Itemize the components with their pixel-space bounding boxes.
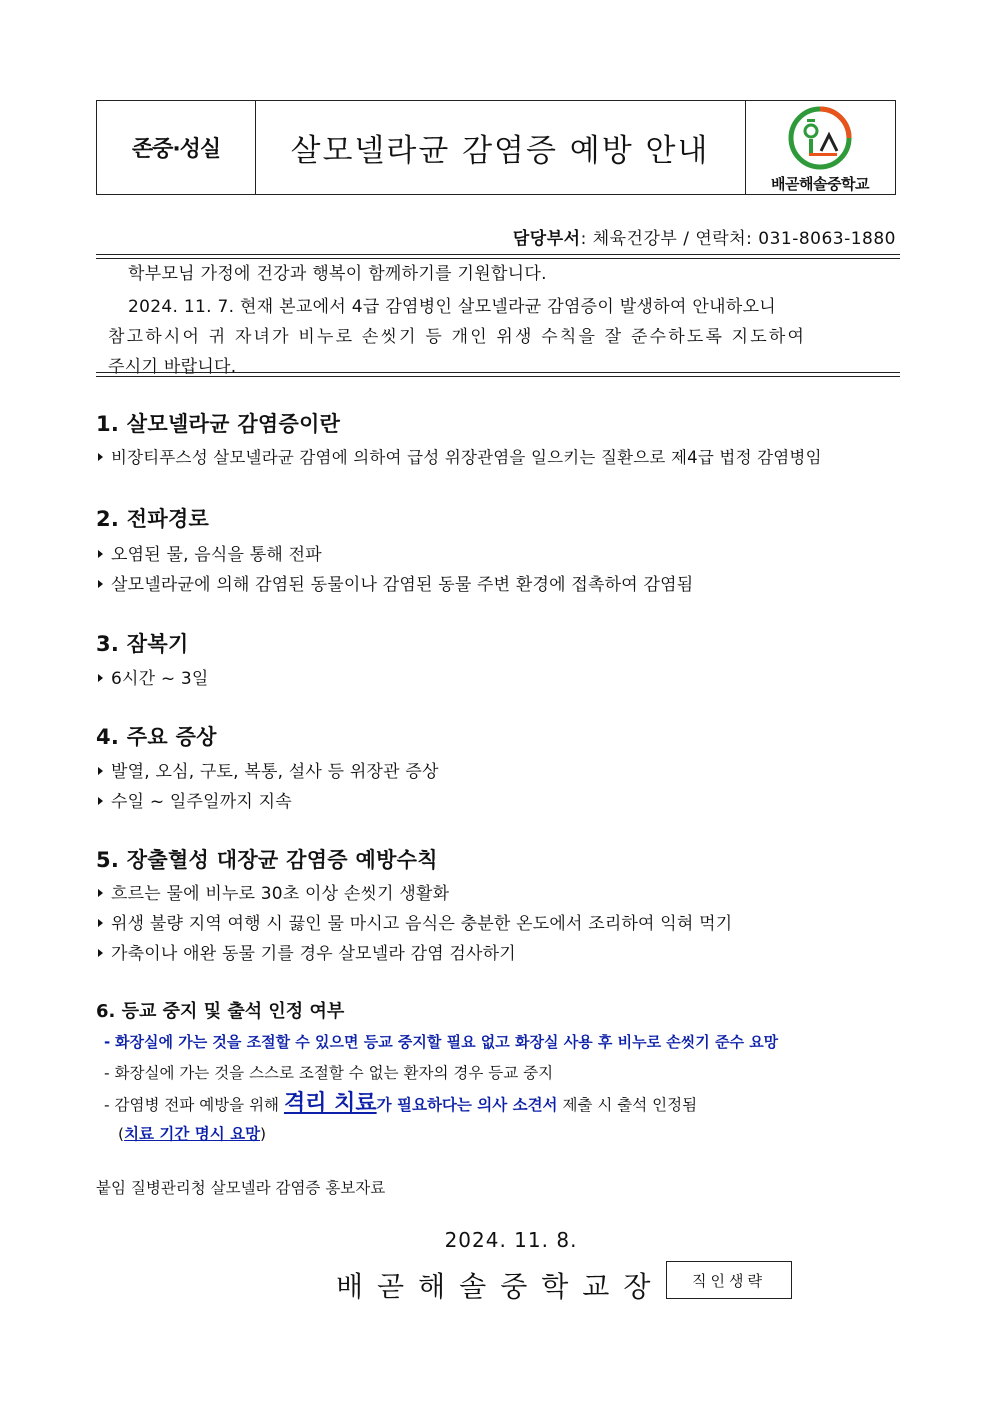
attachment-note: 붙임 질병관리청 살모넬라 감염증 홍보자료 — [96, 1179, 386, 1197]
list-item: 비장티푸스성 살모넬라균 감염에 의하여 급성 위장관염을 일으키는 질환으로 제4급 법정 감염병임 — [98, 444, 822, 468]
list-item: 수일 ~ 일주일까지 지속 — [98, 787, 292, 812]
bullet-icon — [98, 919, 103, 927]
section-heading: 6. 등교 중지 및 출석 인정 여부 — [96, 1001, 345, 1022]
section-heading: 3. 잠복기 — [96, 632, 189, 656]
list-item: 발열, 오심, 구토, 복통, 설사 등 위장관 증상 — [98, 757, 439, 782]
section-heading: 1. 살모넬라균 감염증이란 — [96, 412, 341, 436]
bullet-icon — [98, 453, 103, 461]
signer-name: 배곧해솔중학교장 — [336, 1270, 665, 1303]
school-logo-cell — [745, 101, 895, 194]
motto: 존중·성실 — [97, 101, 256, 194]
department-contact — [513, 224, 896, 249]
school-logo-icon — [787, 105, 853, 171]
document-title: 살모넬라균 감염증 예방 안내 — [255, 101, 746, 194]
bullet-icon — [98, 580, 103, 588]
list-item: 살모넬라균에 의해 감염된 동물이나 감염된 동물 주변 환경에 접촉하여 감염됨 — [98, 570, 693, 595]
school-logo-name: 배곧해솔중학교 — [771, 175, 869, 193]
intro-greeting: 학부모님 가정에 건강과 행복이 함께하기를 기원합니다. — [128, 264, 547, 284]
bullet-icon — [98, 889, 103, 897]
bullet-icon — [98, 674, 103, 682]
divider — [96, 376, 900, 377]
divider — [96, 372, 900, 373]
attendance-note: (치료 기간 명시 요망) — [118, 1125, 267, 1143]
list-item: 가축이나 애완 동물 기를 경우 살모넬라 감염 검사하기 — [98, 939, 516, 964]
list-item: 6시간 ~ 3일 — [98, 664, 209, 689]
section-heading: 5. 장출혈성 대장균 감염증 예방수칙 — [96, 848, 438, 872]
official-seal-omitted: 직인생략 — [666, 1261, 792, 1299]
list-item: 흐르는 물에 비누로 30초 이상 손씻기 생활화 — [98, 879, 449, 904]
isolation-treatment-emphasis: 격리 치료 — [283, 1091, 377, 1116]
bullet-icon — [98, 797, 103, 805]
department-info: : 체육건강부 / 연락처: 031-8063-1880 — [580, 229, 896, 249]
bullet-icon — [98, 550, 103, 558]
section-heading: 4. 주요 증상 — [96, 725, 217, 749]
bullet-icon — [98, 949, 103, 957]
list-item: 위생 불량 지역 여행 시 끓인 물 마시고 음식은 충분한 온도에서 조리하여 익혀 먹기 — [98, 909, 732, 934]
attendance-rule-emphasis: - 화장실에 가는 것을 조절할 수 있으면 등교 중지할 필요 없고 화장실 사용 후 비누로 손씻기 준수 요망 — [104, 1033, 779, 1051]
attendance-rule: - 감염병 전파 예방을 위해 격리 치료가 필요하다는 의사 소견서 제출 시 출석 인정됨 — [104, 1091, 698, 1116]
header-table — [96, 100, 896, 195]
list-item: 오염된 물, 음식을 통해 전파 — [98, 540, 322, 565]
intro-text-line: 참고하시어 귀 자녀가 비누로 손씻기 등 개인 위생 수칙을 잘 준수하도록 지도하여 — [108, 327, 807, 347]
attendance-rule: - 화장실에 가는 것을 스스로 조절할 수 없는 환자의 경우 등교 중지 — [104, 1064, 554, 1082]
bullet-icon — [98, 767, 103, 775]
intro-text-line: 2024. 11. 7. 현재 본교에서 4급 감염병인 살모넬라균 감염증이 발생하여 안내하오니 — [128, 297, 777, 317]
department-label: 담당부서 — [512, 229, 581, 249]
issue-date: 2024. 11. 8. — [444, 1228, 578, 1252]
section-heading: 2. 전파경로 — [96, 507, 210, 531]
intro-text-line: 주시기 바랍니다. — [108, 357, 237, 377]
divider — [96, 254, 900, 255]
